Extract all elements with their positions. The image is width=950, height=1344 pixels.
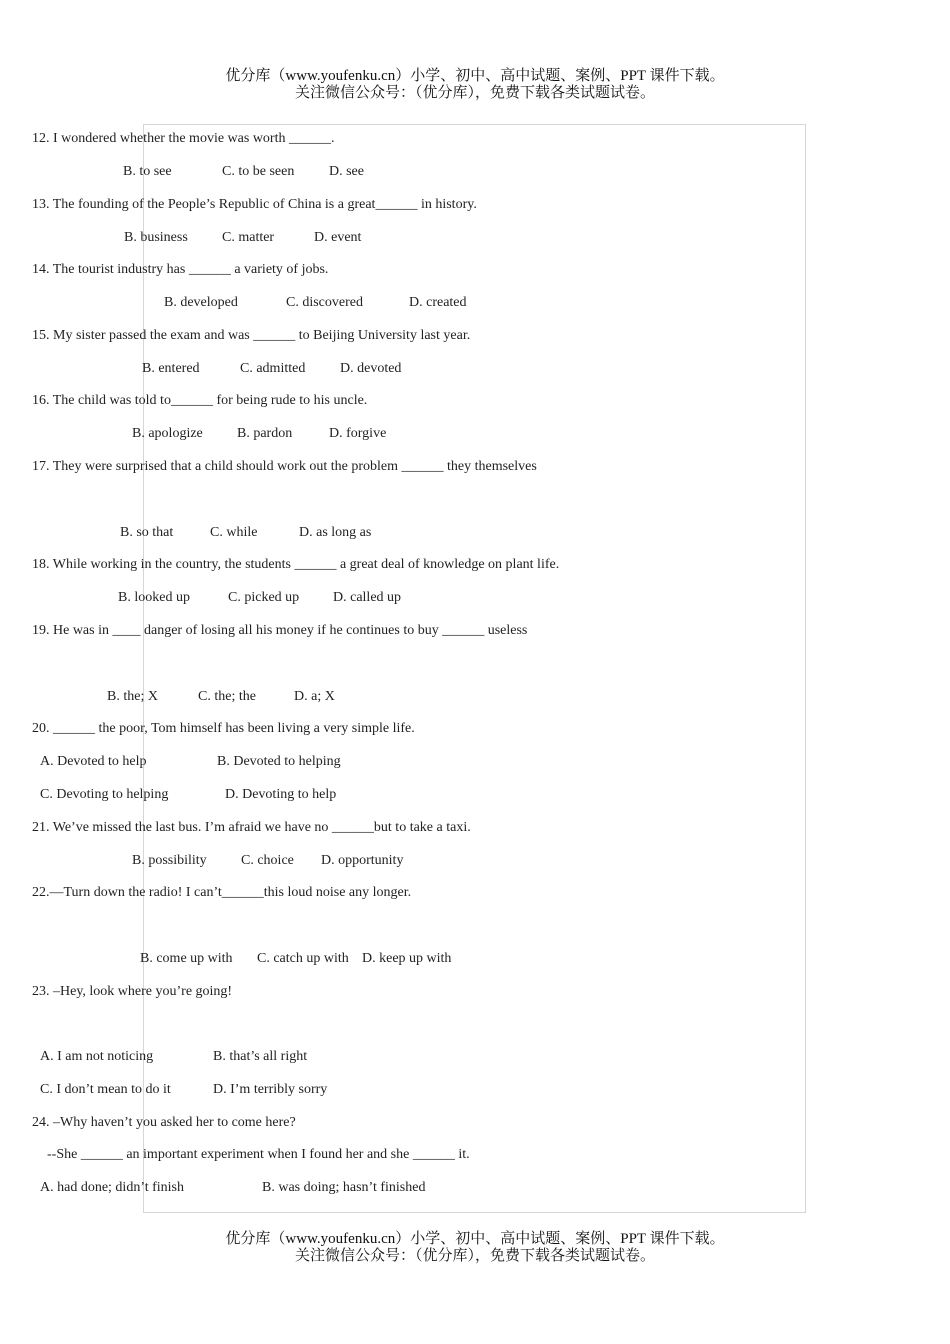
question-21-stem: 21. We’ve missed the last bus. I’m afraid we have no ______but to take a taxi. xyxy=(32,820,471,835)
question-16-stem: 16. The child was told to______ for being rude to his uncle. xyxy=(32,393,368,408)
question-14-option-c: C. discovered xyxy=(286,295,363,310)
question-18-option-c: C. picked up xyxy=(228,590,300,605)
question-13-option-d: D. event xyxy=(314,230,362,245)
question-17-option-d: D. as long as xyxy=(299,525,372,540)
question-23-option-c: C. I don’t mean to do it xyxy=(40,1082,171,1097)
question-13-option-b: B. business xyxy=(124,230,188,245)
question-12-option-d: D. see xyxy=(329,164,364,179)
question-22-stem: 22.—Turn down the radio! I can’t______this loud noise any longer. xyxy=(32,885,412,900)
question-20-option-b: B. Devoted to helping xyxy=(217,754,341,769)
question-12-stem: 12. I wondered whether the movie was worth ______. xyxy=(32,131,335,146)
header-line-1: 优分库（www.youfenku.cn）小学、初中、高中试题、案例、PPT 课件下载。 xyxy=(225,68,725,84)
question-24-stem: 24. –Why haven’t you asked her to come here? xyxy=(32,1115,296,1130)
question-15-option-d: D. devoted xyxy=(340,361,402,376)
question-19-option-d: D. a; X xyxy=(294,689,335,704)
question-16-option-d: D. forgive xyxy=(329,426,387,441)
question-15-option-c: C. admitted xyxy=(240,361,306,376)
question-16-option-b: B. apologize xyxy=(132,426,203,441)
question-22-option-c: C. catch up with xyxy=(257,951,349,966)
question-24-option-a: A. had done; didn’t finish xyxy=(40,1180,185,1195)
page-footer xyxy=(0,1231,950,1265)
question-19-option-b: B. the; X xyxy=(107,689,158,704)
question-24-stem-response: --She ______ an important experiment when I found her and she ______ it. xyxy=(47,1147,470,1162)
question-15-stem: 15. My sister passed the exam and was ______ to Beijing University last year. xyxy=(32,328,471,343)
header-line-2: 关注微信公众号：（优分库），免费下载各类试题试卷。 xyxy=(294,85,655,101)
question-20-stem: 20. ______ the poor, Tom himself has been living a very simple life. xyxy=(32,721,415,736)
question-23-stem: 23. –Hey, look where you’re going! xyxy=(32,984,233,999)
question-21-option-d: D. opportunity xyxy=(321,853,404,868)
footer-line-1: 优分库（www.youfenku.cn）小学、初中、高中试题、案例、PPT 课件下载。 xyxy=(225,1231,725,1247)
question-14-option-d: D. created xyxy=(409,295,467,310)
question-23-option-b: B. that’s all right xyxy=(213,1049,308,1064)
question-24-option-b: B. was doing; hasn’t finished xyxy=(262,1180,426,1195)
question-20-option-d: D. Devoting to help xyxy=(225,787,337,802)
question-17-option-c: C. while xyxy=(210,525,258,540)
question-22-option-b: B. come up with xyxy=(140,951,233,966)
question-15-option-b: B. entered xyxy=(142,361,200,376)
question-13-stem: 13. The founding of the People’s Republic of China is a great______ in history. xyxy=(32,197,477,212)
question-23-option-d: D. I’m terribly sorry xyxy=(213,1082,328,1097)
question-23-option-a: A. I am not noticing xyxy=(40,1049,154,1064)
question-17-option-b: B. so that xyxy=(120,525,174,540)
question-19-option-c: C. the; the xyxy=(198,689,256,704)
question-19-stem: 19. He was in ____ danger of losing all his money if he continues to buy ______ useless xyxy=(32,623,528,638)
question-20-option-a: A. Devoted to help xyxy=(40,754,147,769)
question-12-option-c: C. to be seen xyxy=(222,164,295,179)
question-22-option-d: D. keep up with xyxy=(362,951,452,966)
question-14-option-b: B. developed xyxy=(164,295,238,310)
page-header xyxy=(0,68,950,102)
question-20-option-c: C. Devoting to helping xyxy=(40,787,169,802)
question-16-option-b2: B. pardon xyxy=(237,426,293,441)
question-14-stem: 14. The tourist industry has ______ a variety of jobs. xyxy=(32,262,329,277)
question-21-option-b: B. possibility xyxy=(132,853,207,868)
question-17-stem: 17. They were surprised that a child should work out the problem ______ they themselves xyxy=(32,459,537,474)
question-13-option-c: C. matter xyxy=(222,230,275,245)
question-12-option-b: B. to see xyxy=(123,164,172,179)
question-18-option-d: D. called up xyxy=(333,590,402,605)
question-18-stem: 18. While working in the country, the students ______ a great deal of knowledge on plant life. xyxy=(32,557,560,572)
question-18-option-b: B. looked up xyxy=(118,590,190,605)
question-21-option-c: C. choice xyxy=(241,853,294,868)
footer-line-2: 关注微信公众号：（优分库），免费下载各类试题试卷。 xyxy=(294,1248,655,1264)
